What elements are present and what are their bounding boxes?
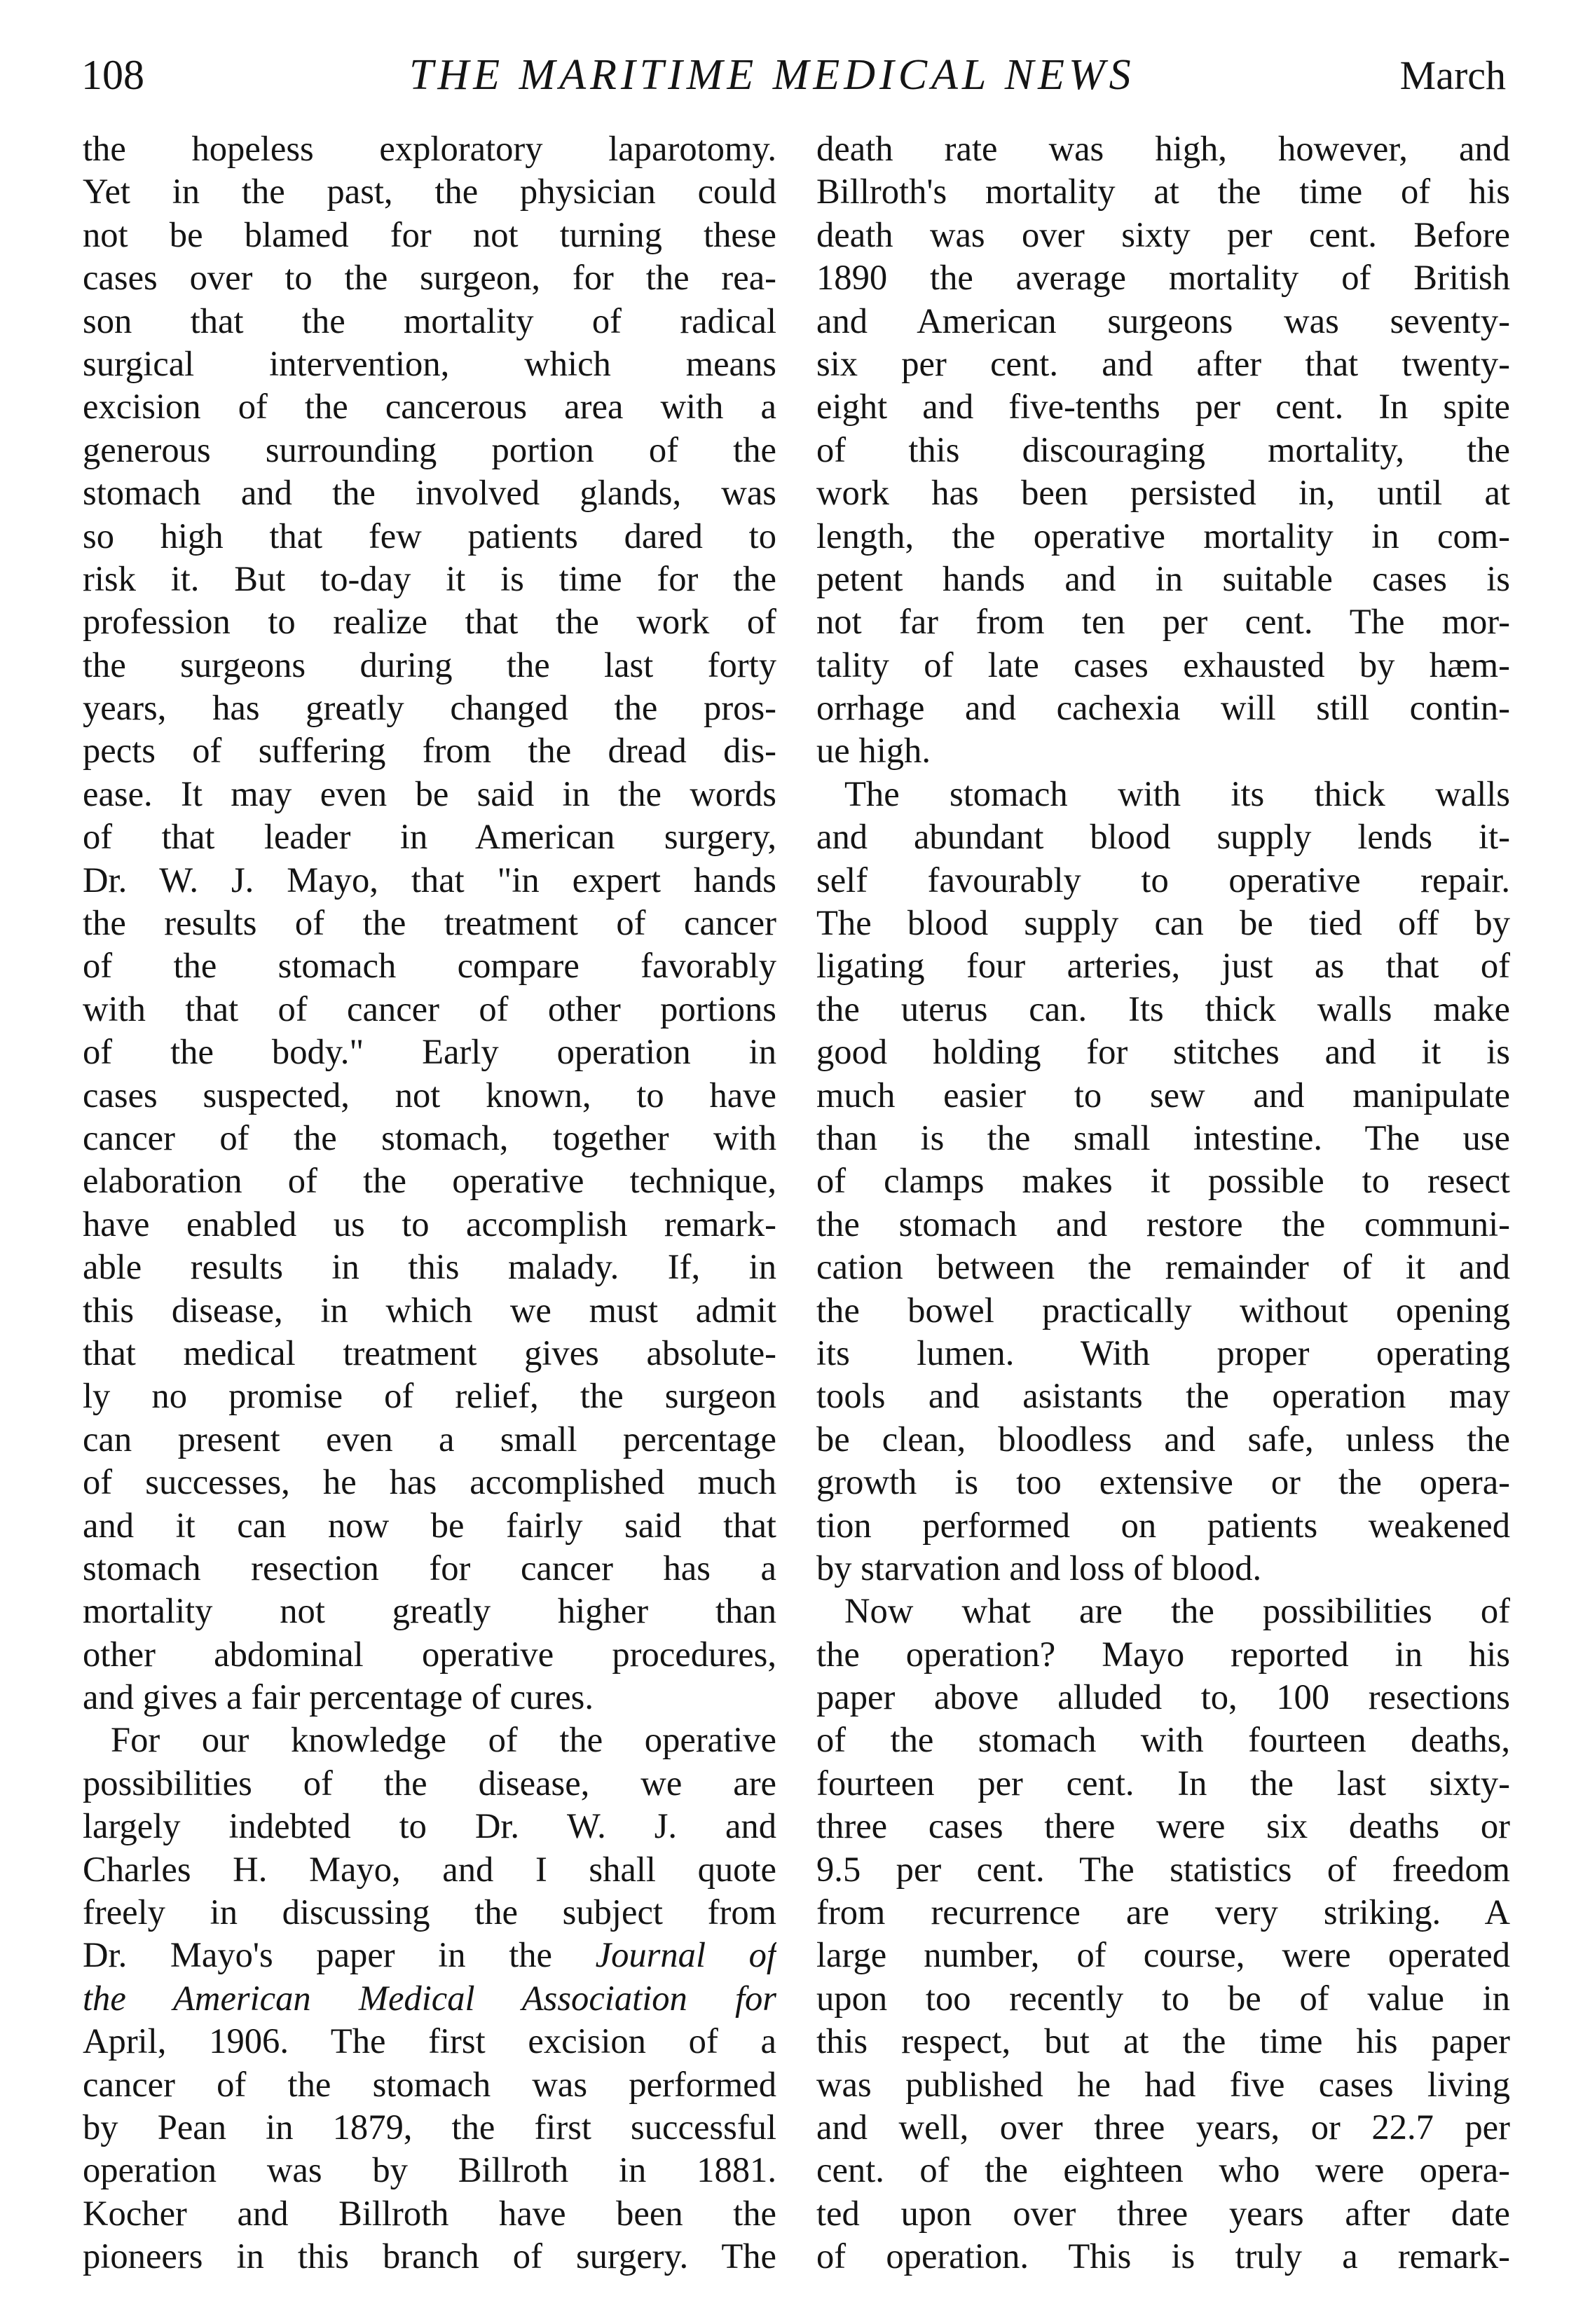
text-line: large number, of course, were operated	[816, 1935, 1510, 1975]
text-line-start: Dr. Mayo's paper in the	[83, 1935, 553, 1975]
text-line: length, the operative mortality in com-	[816, 516, 1510, 556]
text-line: the operation? Mayo reported in his	[816, 1634, 1510, 1674]
text-line: fourteen per cent. In the last sixty-	[816, 1763, 1510, 1803]
text-line: tion performed on patients weakened	[816, 1505, 1510, 1545]
text-line: growth is too extensive or the opera-	[816, 1462, 1510, 1502]
text-line: be clean, bloodless and safe, unless the	[816, 1419, 1510, 1459]
text-line: of clamps makes it possible to resect	[816, 1161, 1510, 1201]
text-line: stomach and the involved glands, was	[83, 473, 776, 513]
text-line: of the stomach with fourteen deaths,	[816, 1720, 1510, 1760]
text-line: not far from ten per cent. The mor-	[816, 602, 1510, 642]
journal-citation-continued: the American Medical Association for	[83, 1978, 776, 2018]
text-line: cent. of the eighteen who were opera-	[816, 2150, 1510, 2190]
text-line: elaboration of the operative technique,	[83, 1161, 776, 1201]
text-line: death was over sixty per cent. Before	[816, 214, 1510, 254]
text-line: mortality not greatly higher than	[83, 1591, 776, 1631]
text-line: the uterus can. Its thick walls make	[816, 989, 1510, 1029]
running-header	[81, 36, 1506, 114]
text-line: the surgeons during the last forty	[83, 645, 776, 685]
text-line: Charles H. Mayo, and I shall quote	[83, 1849, 776, 1889]
text-line: by starvation and loss of blood.	[816, 1548, 1262, 1588]
text-line: of this discouraging mortality, the	[816, 429, 1510, 469]
text-line: possibilities of the disease, we are	[83, 1763, 776, 1803]
text-line: upon too recently to be of value in	[816, 1978, 1510, 2018]
journal-title: THE MARITIME MEDICAL NEWS	[409, 50, 1135, 99]
journal-citation: Journal of	[595, 1935, 776, 1975]
text-line: surgical intervention, which means	[83, 343, 776, 383]
text-line: tality of late cases exhausted by hæm-	[816, 645, 1510, 685]
text-line: the bowel practically without opening	[816, 1290, 1510, 1330]
text-line: its lumen. With proper operating	[816, 1333, 1510, 1373]
text-line: self favourably to operative repair.	[816, 860, 1510, 900]
text-line: was published he had five cases living	[816, 2064, 1510, 2104]
text-line: with that of cancer of other portions	[83, 989, 776, 1029]
text-line: so high that few patients dared to	[83, 516, 776, 556]
text-line: 9.5 per cent. The statistics of freedom	[816, 1849, 1510, 1889]
text-line: tools and asistants the operation may	[816, 1376, 1510, 1416]
text-line: than is the small intestine. The use	[816, 1118, 1510, 1157]
text-line: three cases there were six deaths or	[816, 1806, 1510, 1846]
text-line: profession to realize that the work of	[83, 602, 776, 642]
text-line: and well, over three years, or 22.7 per	[816, 2107, 1510, 2147]
text-line: this respect, but at the time his paper	[816, 2021, 1510, 2061]
text-line: Dr. W. J. Mayo, that "in expert hands	[83, 860, 776, 900]
text-line: For our knowledge of the operative	[111, 1720, 776, 1760]
text-line: cases suspected, not known, to have	[83, 1075, 776, 1115]
text-line: orrhage and cachexia will still contin-	[816, 688, 1510, 728]
text-line-italic	[83, 1977, 776, 2020]
text-line: cancer of the stomach, together with	[83, 1118, 776, 1157]
text-line: able results in this malady. If, in	[83, 1247, 776, 1287]
page-number: 108	[81, 51, 144, 98]
text-line: ted upon over three years after date	[816, 2193, 1510, 2233]
text-line: and it can now be fairly said that	[83, 1505, 776, 1545]
text-line: that medical treatment gives absolute-	[83, 1333, 776, 1373]
text-line: the hopeless exploratory laparotomy.	[83, 129, 776, 168]
text-line: of successes, he has accomplished much	[83, 1462, 776, 1502]
text-line: cation between the remainder of it and	[816, 1247, 1510, 1287]
text-line: April, 1906. The first excision of a	[83, 2021, 776, 2061]
text-line: freely in discussing the subject from	[83, 1892, 776, 1932]
text-line: Now what are the possibilities of	[844, 1591, 1510, 1631]
text-line: of operation. This is truly a remark-	[816, 2236, 1510, 2276]
left-column	[83, 128, 776, 2278]
text-line: son that the mortality of radical	[83, 301, 776, 341]
text-line: six per cent. and after that twenty-	[816, 343, 1510, 383]
text-line: years, has greatly changed the pros-	[83, 688, 776, 728]
text-line: good holding for stitches and it is	[816, 1032, 1510, 1072]
text-line: risk it. But to-day it is time for the	[83, 558, 776, 598]
text-line: of that leader in American surgery,	[83, 817, 776, 857]
text-line: have enabled us to accomplish remark-	[83, 1204, 776, 1244]
text-line: pioneers in this branch of surgery. The	[83, 2236, 776, 2276]
text-line: Kocher and Billroth have been the	[83, 2193, 776, 2233]
text-line: ease. It may even be said in the words	[83, 773, 776, 813]
text-line: and American surgeons was seventy-	[816, 301, 1510, 341]
text-line: by Pean in 1879, the first successful	[83, 2107, 776, 2147]
text-line: excision of the cancerous area with a	[83, 387, 776, 427]
text-line: Yet in the past, the physician could	[83, 172, 776, 212]
text-line: cancer of the stomach was performed	[83, 2064, 776, 2104]
text-line: from recurrence are very striking. A	[816, 1892, 1510, 1932]
text-line: not be blamed for not turning these	[83, 214, 776, 254]
text-line: The stomach with its thick walls	[844, 773, 1510, 813]
text-line: death rate was high, however, and	[816, 129, 1510, 168]
text-line: generous surrounding portion of the	[83, 429, 776, 469]
text-line: and gives a fair percentage of cures.	[83, 1677, 594, 1717]
text-line: ue high.	[816, 731, 931, 771]
text-line: The blood supply can be tied off by	[816, 903, 1510, 943]
text-line: of the stomach compare favorably	[83, 946, 776, 986]
text-line: 1890 the average mortality of British	[816, 258, 1510, 298]
issue-month: March	[1399, 52, 1506, 98]
text-line: can present even a small percentage	[83, 1419, 776, 1459]
text-line: eight and five-tenths per cent. In spite	[816, 387, 1510, 427]
text-line: much easier to sew and manipulate	[816, 1075, 1510, 1115]
text-line: the stomach and restore the communi-	[816, 1204, 1510, 1244]
text-line: largely indebted to Dr. W. J. and	[83, 1806, 776, 1846]
text-line-with-citation	[83, 1934, 776, 1976]
text-line: cases over to the surgeon, for the rea-	[83, 258, 776, 298]
right-column	[816, 128, 1510, 2278]
text-line: of the body." Early operation in	[83, 1032, 776, 1072]
text-line: paper above alluded to, 100 resections	[816, 1677, 1510, 1717]
text-line: work has been persisted in, until at	[816, 473, 1510, 513]
text-line: other abdominal operative procedures,	[83, 1634, 776, 1674]
text-line: operation was by Billroth in 1881.	[83, 2150, 776, 2190]
text-line: Billroth's mortality at the time of his	[816, 172, 1510, 212]
text-line: and abundant blood supply lends it-	[816, 817, 1510, 857]
text-line: ligating four arteries, just as that of	[816, 946, 1510, 986]
text-line: the results of the treatment of cancer	[83, 903, 776, 943]
text-line: this disease, in which we must admit	[83, 1290, 776, 1330]
text-line: ly no promise of relief, the surgeon	[83, 1376, 776, 1416]
text-line: stomach resection for cancer has a	[83, 1548, 776, 1588]
text-line: pects of suffering from the dread dis-	[83, 731, 776, 771]
text-line: petent hands and in suitable cases is	[816, 558, 1510, 598]
